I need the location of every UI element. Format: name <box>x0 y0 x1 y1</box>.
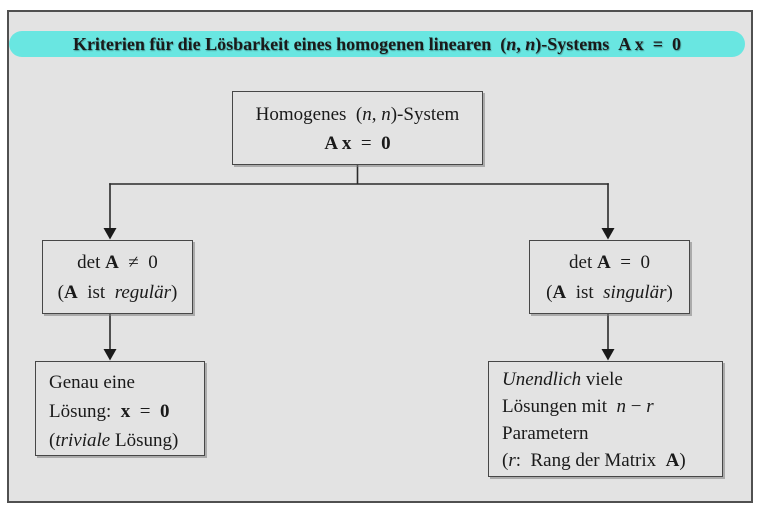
arrowhead-icon <box>104 349 117 361</box>
text-segment: singulär <box>603 282 667 303</box>
arrowhead-icon <box>602 228 615 240</box>
arrowhead-icon <box>104 228 117 240</box>
text-segment: Parametern <box>502 423 589 444</box>
text-segment: ( <box>502 450 509 471</box>
infinite-box-line-4 <box>502 447 716 474</box>
text-segment: n <box>525 33 536 54</box>
text-segment: ≠ 0 <box>118 252 158 273</box>
node-trivial-solution <box>35 361 205 456</box>
text-segment: ) <box>679 450 686 471</box>
infinite-box-line-3 <box>502 420 716 447</box>
infinite-box-line-2 <box>502 393 716 420</box>
text-segment: − <box>626 396 647 417</box>
singular-box-line-1 <box>530 248 689 278</box>
text-segment: ( <box>49 430 56 451</box>
trivial-box-line-3 <box>49 426 198 455</box>
top-box-line-1 <box>233 100 482 129</box>
text-segment: A <box>105 252 119 273</box>
text-segment: = <box>130 401 160 422</box>
text-segment: viele <box>581 369 623 390</box>
text-segment: ) <box>170 282 178 303</box>
text-segment: )-Systems <box>535 33 619 54</box>
text-segment: n <box>616 396 627 417</box>
top-box-line-2 <box>233 129 482 158</box>
node-det-zero <box>529 240 690 314</box>
text-segment: Lösungen mit <box>502 396 617 417</box>
text-segment: , <box>516 33 526 54</box>
text-segment: = 0 <box>610 252 650 273</box>
regular-box-line-1 <box>43 248 192 278</box>
node-det-nonzero <box>42 240 193 314</box>
text-segment: Lösung: <box>49 401 121 422</box>
trivial-box-line-2 <box>49 397 198 426</box>
text-segment: A x = 0 <box>618 33 682 54</box>
text-segment: A <box>552 282 567 303</box>
text-segment: ) <box>666 282 673 303</box>
text-segment: Genau eine <box>49 372 135 393</box>
text-segment: det <box>77 252 106 273</box>
text-segment: 0 <box>160 401 170 422</box>
text-segment: Kriterien für die Lösbarkeit eines homogenen linearen ( <box>72 33 507 54</box>
text-segment: ist <box>566 282 604 303</box>
text-segment: Homogenes ( <box>255 104 363 125</box>
text-segment: x <box>120 401 131 422</box>
text-segment: A <box>665 450 680 471</box>
text-segment: )-System <box>390 104 460 125</box>
node-homogeneous-system <box>232 91 483 165</box>
text-segment: n <box>362 104 372 125</box>
arrowhead-icon <box>602 349 615 361</box>
text-segment: r <box>508 450 516 471</box>
text-segment: , <box>371 104 382 125</box>
infinite-box-line-1 <box>502 366 716 393</box>
title-banner <box>9 31 745 57</box>
text-segment: n <box>381 104 391 125</box>
text-segment: r <box>646 396 654 417</box>
text-segment: A <box>597 252 611 273</box>
node-infinite-solutions <box>488 361 723 477</box>
text-segment: ( <box>57 282 64 303</box>
text-segment: A <box>64 282 78 303</box>
text-segment: = <box>351 133 382 154</box>
text-segment: Unendlich <box>502 369 582 390</box>
singular-box-line-2 <box>530 278 689 308</box>
trivial-box-line-1 <box>49 368 198 397</box>
text-segment: regulär <box>114 282 171 303</box>
text-segment: 0 <box>381 133 391 154</box>
text-segment: det <box>569 252 597 273</box>
text-segment: n <box>506 33 517 54</box>
text-segment: ist <box>77 282 115 303</box>
text-segment: triviale <box>55 430 111 451</box>
regular-box-line-2 <box>43 278 192 308</box>
text-segment: ( <box>546 282 553 303</box>
text-segment: Lösung) <box>110 430 179 451</box>
text-segment: : Rang der Matrix <box>515 450 666 471</box>
text-segment: A x <box>324 133 352 154</box>
